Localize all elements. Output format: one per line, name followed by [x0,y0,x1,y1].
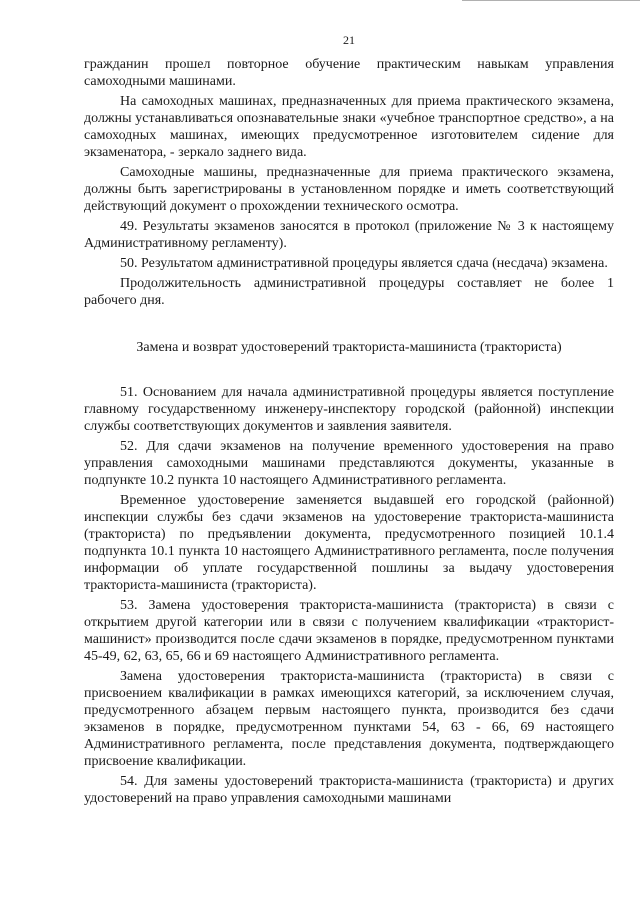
paragraph: Временное удостоверение заменяется выдавшей его городской (районной) инспекции службы без сдачи экзаменов на удостоверение тракториста-машиниста (тракториста) по предъявлении документа, предусмотренного позицией 10.1.4 подпункта 10.1 пункта 10 настоящего Административного регламента, после получения информации об уплате государственной пошлины за выдачу удостоверения тракториста-машиниста (тракториста). [84,493,614,593]
paragraph: гражданин прошел повторное обучение практическим навыкам управления самоходными машинами. [84,57,614,89]
document-body [84,56,614,807]
top-edge-line [462,0,640,1]
paragraph: 51. Основанием для начала административной процедуры является поступление главному государственному инженеру-инспектору городской (районной) инспекции службы соответствующих документов и заявления заявителя. [84,385,614,434]
paragraph: На самоходных машинах, предназначенных для приема практического экзамена, должны устанавливаться опознавательные знаки «учебное транспортное средство», а на самоходных машинах, имеющих предусмотренное изготовителем сидение для экзаменатора, - зеркало заднего вида. [84,94,614,160]
paragraph: 54. Для замены удостоверений тракториста-машиниста (тракториста) и других удостоверений на право управления самоходными машинами [84,774,614,806]
paragraph: Самоходные машины, предназначенные для приема практического экзамена, должны быть зарегистрированы в установленном порядке и иметь соответствующий действующий документ о прохождении технического осмотра. [84,165,614,214]
paragraph: Продолжительность административной процедуры составляет не более 1 рабочего дня. [84,276,614,308]
paragraph: Замена удостоверения тракториста-машиниста (тракториста) в связи с присвоением квалификации в рамках имеющихся категорий, за исключением случая, предусмотренного абзацем первым настоящего пункта, производится без сдачи экзаменов в порядке, предусмотренном пунктами 54, 63 - 66, 69 настоящего Административного регламента, после представления документа, подтверждающего присвоение квалификации. [84,669,614,769]
page-number: 21 [343,33,355,47]
paragraph: 53. Замена удостоверения тракториста-машиниста (тракториста) в связи с открытием другой категории или в связи с получением квалификации «тракторист-машинист» производится после сдачи экзаменов в порядке, предусмотренном пунктами 45-49, 62, 63, 65, 66 и 69 настоящего Административного регламента. [84,598,614,664]
paragraph: 52. Для сдачи экзаменов на получение временного удостоверения на право управления самоходными машинами представляются документы, указанные в подпункте 10.2 пункта 10 настоящего Административного регламента. [84,439,614,488]
paragraph: 50. Результатом административной процедуры является сдача (несдача) экзамена. [120,256,608,271]
paragraph: 49. Результаты экзаменов заносятся в протокол (приложение № 3 к настоящему Административному регламенту). [84,219,614,251]
section-heading: Замена и возврат удостоверений тракториста-машиниста (тракториста) [136,340,562,355]
